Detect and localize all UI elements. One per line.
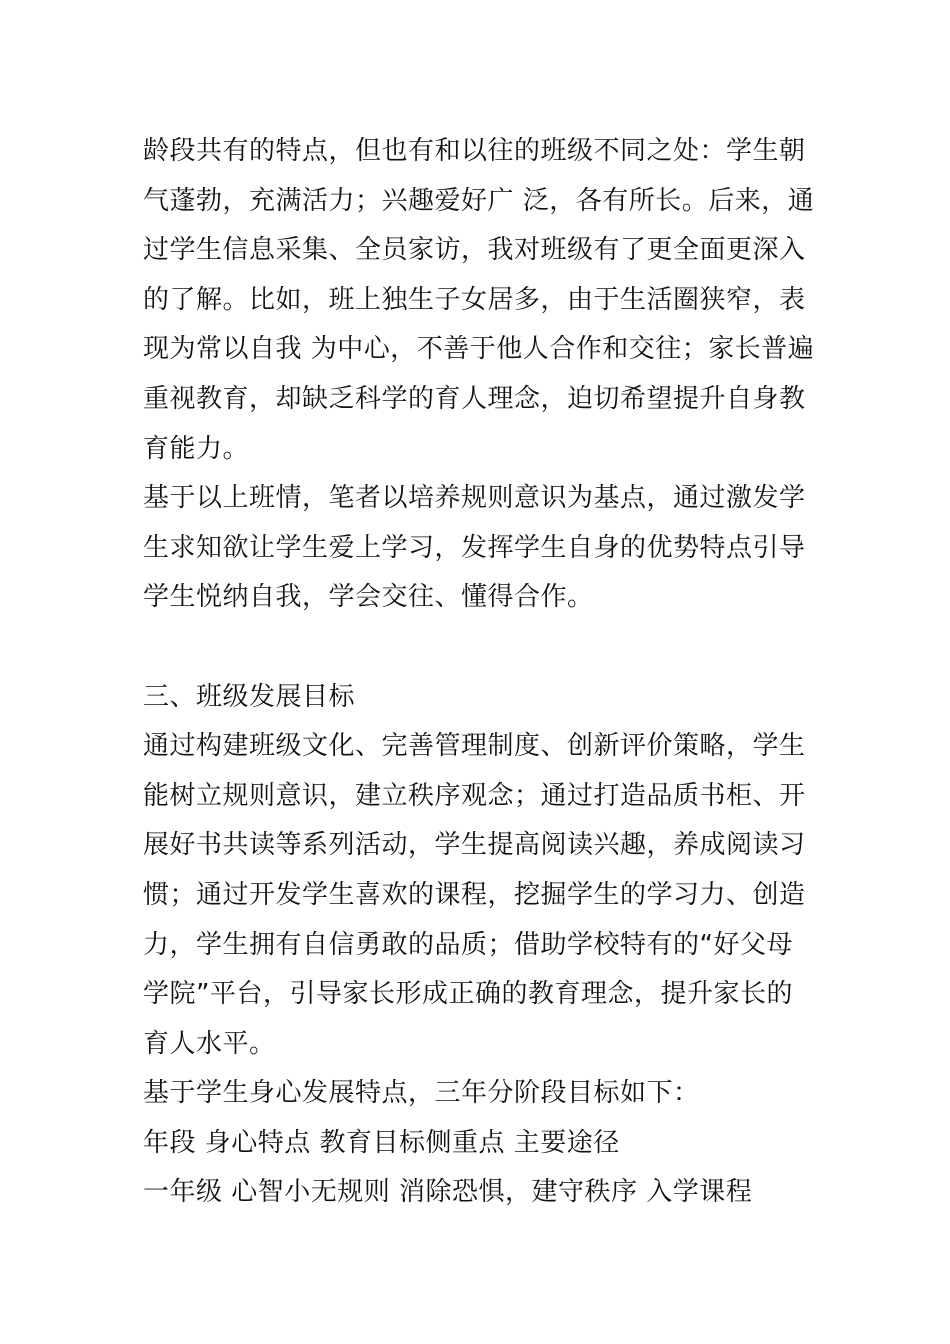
paragraph-4 [143,1069,815,1119]
paragraph-2 [143,474,815,623]
table-row-line: 一年级 心智小无规则 消除恐惧，建守秩序 入学课程 [143,1177,753,1208]
text-line: 能树立规则意识，建立秩序观念；通过打造品质书柜、开 [143,780,806,811]
paragraph-1 [143,127,815,474]
text-line: 学生悦纳自我，学会交往、懂得合作。 [143,582,594,613]
text-line: 力，学生拥有自信勇敢的品质；借助学校特有的“好父母 [143,929,793,960]
paragraph-spacer [143,623,815,673]
table-header-line: 年段 身心特点 教育目标侧重点 主要途径 [143,1127,620,1158]
section-heading: 三、班级发展目标 [143,681,356,712]
text-line: 学院”平台，引导家长形成正确的教育理念，提升家长的 [143,979,793,1010]
text-line: 气蓬勃，充满活力；兴趣爱好广 泛，各有所长。后来，通 [143,185,815,216]
text-line: 育人水平。 [143,1028,276,1059]
text-line: 育能力。 [143,433,250,464]
text-line: 过学生信息采集、全员家访，我对班级有了更全面更深入 [143,235,806,266]
text-line: 现为常以自我 为中心，不善于他人合作和交往；家长普遍 [143,334,815,365]
text-line: 基于以上班情，笔者以培养规则意识为基点，通过激发学 [143,483,806,514]
text-line: 展好书共读等系列活动，学生提高阅读兴趣，养成阅读习 [143,830,806,861]
paragraph-3 [143,722,815,1069]
text-line: 通过构建班级文化、完善管理制度、创新评价策略，学生 [143,731,806,762]
text-line: 的了解。比如，班上独生子女居多，由于生活圈狭窄，表 [143,284,806,315]
text-line: 重视教育，却缺乏科学的育人理念，迫切希望提升自身教 [143,383,806,414]
document-page [143,127,815,1218]
text-line: 生求知欲让学生爱上学习，发挥学生自身的优势特点引导 [143,532,806,563]
text-line: 惯；通过开发学生喜欢的课程，挖掘学生的学习力、创造 [143,879,806,910]
text-line: 基于学生身心发展特点，三年分阶段目标如下： [143,1078,700,1109]
text-line: 龄段共有的特点，但也有和以往的班级不同之处：学生朝 [143,136,806,166]
